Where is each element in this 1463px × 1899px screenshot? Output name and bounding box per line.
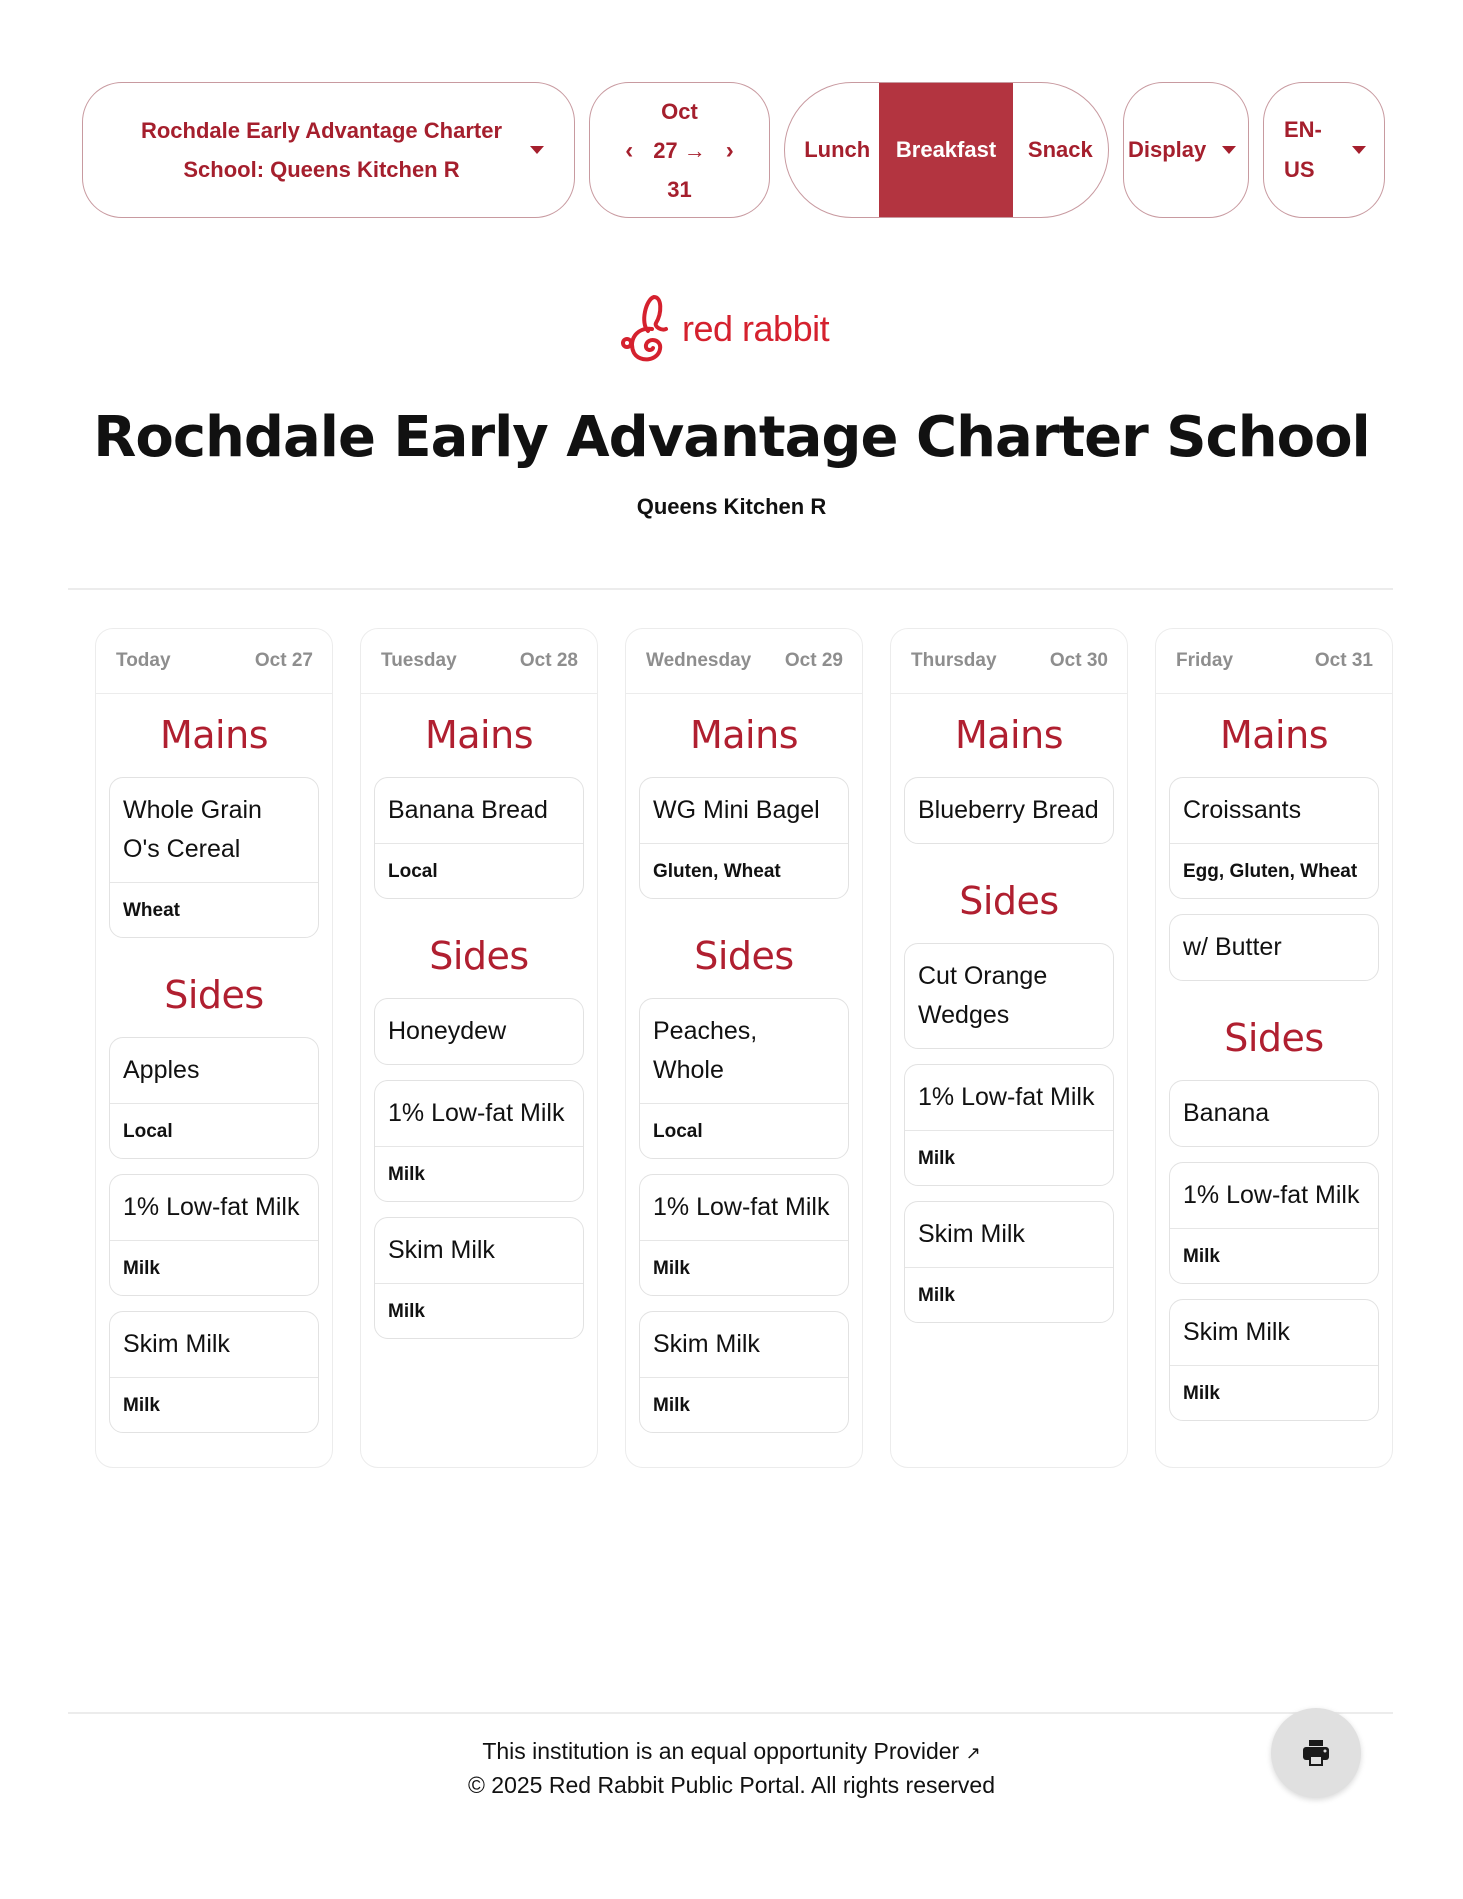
menu-item-name: 1% Low-fat Milk xyxy=(123,1193,300,1221)
page-subtitle: Queens Kitchen R xyxy=(636,494,827,519)
printer-icon xyxy=(1300,1737,1332,1769)
day-body xyxy=(96,694,332,1433)
menu-item-card[interactable] xyxy=(904,943,1114,1049)
footer-divider xyxy=(68,1712,1393,1714)
copyright: © 2025 Red Rabbit Public Portal. All rights reserved xyxy=(467,1772,996,1798)
menu-item-card[interactable] xyxy=(109,1174,319,1296)
section-title-sides: Sides xyxy=(1224,1016,1324,1060)
day-header xyxy=(891,629,1127,694)
menu-item-name: Blueberry Bread xyxy=(918,796,1099,824)
chevron-down-icon xyxy=(530,146,544,154)
menu-item-card[interactable] xyxy=(639,777,849,899)
section-title-mains: Mains xyxy=(954,713,1063,757)
day-column xyxy=(625,628,863,1468)
menu-item-name: Banana Bread xyxy=(388,796,548,824)
day-name: Friday xyxy=(1176,650,1234,671)
menu-item-name: Croissants xyxy=(1183,796,1302,824)
week-menu xyxy=(95,628,1393,1468)
menu-item-card[interactable] xyxy=(639,998,849,1159)
day-date: Oct 31 xyxy=(1314,650,1373,671)
menu-item-name: Whole Grain O's Cereal xyxy=(123,796,262,863)
menu-item-tag: Egg, Gluten, Wheat xyxy=(1170,843,1378,898)
language-dropdown[interactable] xyxy=(1263,82,1385,218)
menu-item-name: 1% Low-fat Milk xyxy=(653,1193,830,1221)
section-title-sides: Sides xyxy=(164,973,264,1017)
menu-item-name: Skim Milk xyxy=(653,1330,760,1358)
day-column xyxy=(95,628,333,1468)
menu-item-tag: Milk xyxy=(110,1377,318,1432)
menu-item-tag: Local xyxy=(640,1103,848,1158)
day-column xyxy=(890,628,1128,1468)
section-title-mains: Mains xyxy=(689,713,798,757)
menu-item-name: Honeydew xyxy=(388,1017,507,1045)
meal-selector xyxy=(784,82,1109,218)
day-name: Tuesday xyxy=(381,650,457,671)
day-body xyxy=(891,694,1127,1323)
menu-item-tag: Milk xyxy=(1170,1228,1378,1283)
section-title-mains: Mains xyxy=(424,713,533,757)
menu-item-card[interactable] xyxy=(1169,1080,1379,1147)
day-header xyxy=(96,629,332,694)
date-start-value: 27 xyxy=(653,137,678,163)
brand-name: red rabbit xyxy=(682,308,830,349)
menu-item-tag: Milk xyxy=(905,1267,1113,1322)
menu-item-name: WG Mini Bagel xyxy=(653,796,820,824)
date-end: 31 xyxy=(667,176,692,202)
menu-item-name: Skim Milk xyxy=(1183,1318,1290,1346)
brand-logo xyxy=(618,293,829,365)
menu-item-tag: Milk xyxy=(110,1240,318,1295)
meal-tab-snack[interactable]: Snack xyxy=(1027,137,1093,162)
arrow-right-icon: → xyxy=(683,137,706,163)
day-header xyxy=(1156,629,1392,694)
school-select-value: Rochdale Early Advantage Charter School: Queens Kitchen R xyxy=(140,118,503,182)
section-title-mains: Mains xyxy=(1219,713,1328,757)
menu-item-name: Peaches, Whole xyxy=(653,1017,758,1084)
menu-item-card[interactable] xyxy=(1169,1299,1379,1421)
menu-item-tag: Milk xyxy=(640,1377,848,1432)
section-title-sides: Sides xyxy=(429,934,529,978)
external-link-icon: ↗ xyxy=(965,1743,981,1763)
display-dropdown[interactable] xyxy=(1123,82,1249,218)
footer xyxy=(0,1735,1463,1801)
menu-item-tag: Gluten, Wheat xyxy=(640,843,848,898)
menu-item-name: Skim Milk xyxy=(123,1330,230,1358)
day-body xyxy=(361,694,597,1339)
menu-item-card[interactable] xyxy=(1169,914,1379,981)
menu-item-tag: Milk xyxy=(905,1130,1113,1185)
rabbit-logo-icon xyxy=(618,293,676,365)
menu-item-tag: Local xyxy=(110,1103,318,1158)
menu-item-card[interactable] xyxy=(374,777,584,899)
section-title-sides: Sides xyxy=(694,934,794,978)
date-row xyxy=(619,131,740,170)
menu-item-name: w/ Butter xyxy=(1183,933,1282,961)
day-header xyxy=(361,629,597,694)
day-header xyxy=(626,629,862,694)
next-week-icon[interactable]: › xyxy=(725,136,734,164)
menu-item-tag: Milk xyxy=(640,1240,848,1295)
menu-item-card[interactable] xyxy=(374,1080,584,1202)
menu-item-tag: Milk xyxy=(375,1283,583,1338)
meal-tab-breakfast[interactable]: Breakfast xyxy=(879,83,1012,217)
menu-item-tag: Wheat xyxy=(110,882,318,937)
meal-tab-lunch[interactable]: Lunch xyxy=(804,137,871,162)
date-range-picker[interactable] xyxy=(589,82,770,218)
day-date: Oct 29 xyxy=(784,650,843,671)
display-label: Display xyxy=(1128,137,1207,162)
toolbar xyxy=(82,82,1385,218)
day-date: Oct 27 xyxy=(254,650,313,671)
menu-item-card[interactable] xyxy=(374,1217,584,1339)
menu-item-name: 1% Low-fat Milk xyxy=(918,1083,1095,1111)
menu-item-tag: Local xyxy=(375,843,583,898)
menu-item-name: Skim Milk xyxy=(388,1236,495,1264)
menu-item-card[interactable] xyxy=(904,1201,1114,1323)
section-title-mains: Mains xyxy=(159,713,268,757)
menu-item-name: 1% Low-fat Milk xyxy=(388,1099,565,1127)
menu-item-tag: Milk xyxy=(1170,1365,1378,1420)
date-start xyxy=(653,131,706,170)
menu-item-card[interactable] xyxy=(109,1037,319,1159)
divider xyxy=(68,588,1393,590)
equal-opportunity-link[interactable] xyxy=(0,1735,1463,1769)
menu-item-card[interactable] xyxy=(1169,777,1379,899)
menu-item-card[interactable] xyxy=(639,1174,849,1296)
day-column xyxy=(1155,628,1393,1468)
page-title: Rochdale Early Advantage Charter School xyxy=(93,405,1370,470)
menu-item-name: Cut Orange Wedges xyxy=(918,962,1048,1029)
school-select[interactable] xyxy=(82,82,575,218)
menu-item-card[interactable] xyxy=(904,777,1114,844)
equal-opportunity-text: This institution is an equal opportunity Provider xyxy=(482,1738,960,1764)
day-name: Thursday xyxy=(911,650,997,671)
day-name: Today xyxy=(116,650,171,671)
chevron-down-icon xyxy=(1222,146,1236,154)
day-date: Oct 28 xyxy=(519,650,578,671)
date-month: Oct xyxy=(661,98,698,124)
section-title-sides: Sides xyxy=(959,879,1059,923)
menu-item-name: Apples xyxy=(123,1056,200,1084)
menu-item-name: Banana xyxy=(1183,1099,1270,1127)
menu-item-tag: Milk xyxy=(375,1146,583,1201)
menu-item-card[interactable] xyxy=(904,1064,1114,1186)
day-column xyxy=(360,628,598,1468)
menu-item-card[interactable] xyxy=(1169,1162,1379,1284)
print-button[interactable] xyxy=(1271,1708,1361,1798)
menu-item-name: 1% Low-fat Milk xyxy=(1183,1181,1360,1209)
menu-item-card[interactable] xyxy=(374,998,584,1065)
day-name: Wednesday xyxy=(646,650,752,671)
day-body xyxy=(1156,694,1392,1421)
day-date: Oct 30 xyxy=(1049,650,1108,671)
chevron-down-icon xyxy=(1352,146,1366,154)
menu-item-card[interactable] xyxy=(109,1311,319,1433)
menu-item-name: Skim Milk xyxy=(918,1220,1025,1248)
menu-item-card[interactable] xyxy=(109,777,319,938)
previous-week-icon[interactable]: ‹ xyxy=(625,136,634,164)
day-body xyxy=(626,694,862,1433)
language-label: EN-US xyxy=(1284,117,1322,182)
menu-item-card[interactable] xyxy=(639,1311,849,1433)
